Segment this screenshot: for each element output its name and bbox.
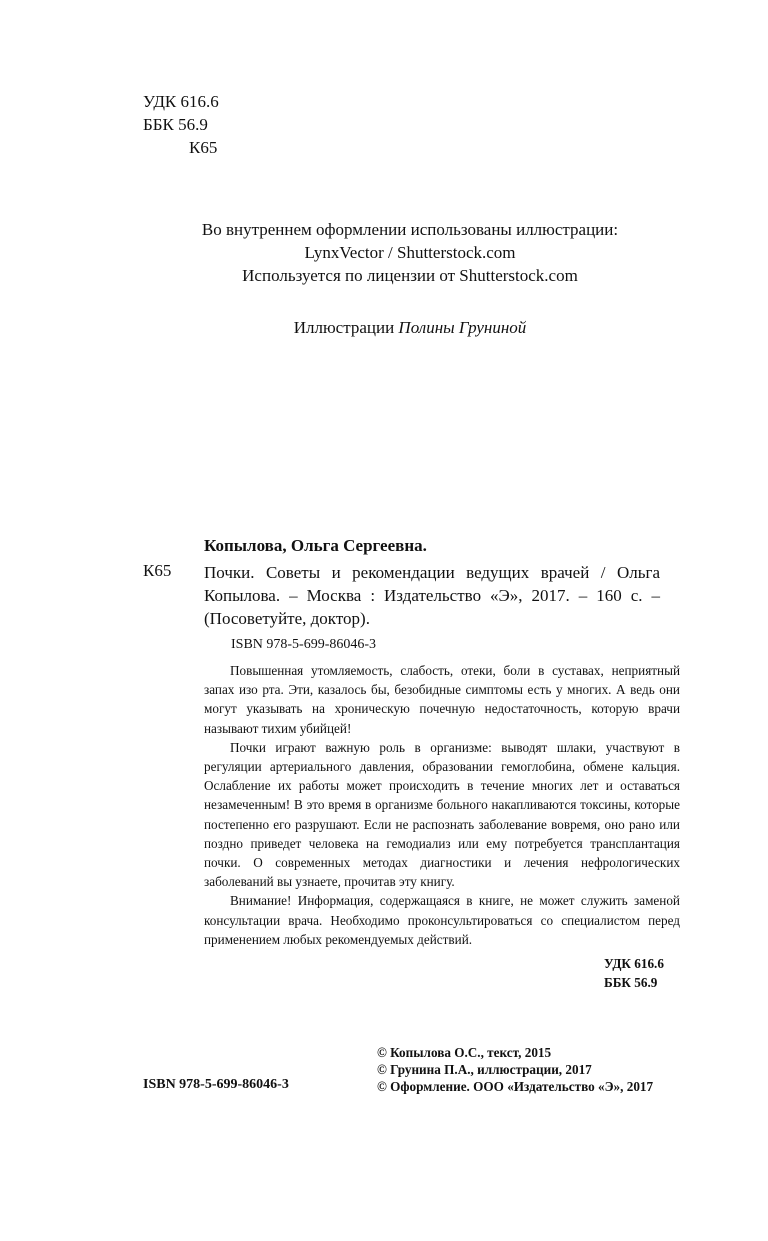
classification-codes [143, 90, 219, 159]
credits-line-2: LynxVector / Shutterstock.com [304, 243, 516, 262]
isbn-bottom: ISBN 978-5-699-86046-3 [143, 1077, 289, 1092]
bbk-code-right: ББК 56.9 [604, 975, 658, 990]
abstract [204, 661, 680, 949]
illustration-credits [0, 218, 768, 287]
udk-code: УДК 616.6 [143, 92, 219, 111]
bibliographic-mark: К65 [143, 561, 172, 580]
copyright-line-3: © Оформление. ООО «Издательство «Э», 2017 [377, 1079, 654, 1094]
isbn-inline: ISBN 978-5-699-86046-3 [231, 637, 377, 652]
author-heading: Копылова, Ольга Сергеевна. [204, 536, 427, 555]
credits-line-3: Используется по лицензии от Shutterstock.com [242, 266, 578, 285]
abstract-paragraph-2: Почки играют важную роль в организме: выводят шлаки, участвуют в регуляции артериального давления, образовании гемоглобина, обмене кальция. Ослабление их работы может происходить в течение многих лет и оставаться незамеченным! В это время в организме больного накапливаются токсины, которые постепенно его разрушают. Если не распознать заболевание вовремя, оно рано или поздно приведет человека на гемодиализ или ему потребуется трансплантация почки. О современных методах диагностики и лечения нефрологических заболеваний вы узнаете, прочитав эту книгу. [204, 739, 680, 890]
abstract-paragraph-3: Внимание! Информация, содержащаяся в книге, не может служить заменой консультации врача. Необходимо проконсультироваться со специалистом перед применением любых рекомендуемых действий. [204, 893, 680, 947]
author-mark: К65 [189, 138, 218, 157]
bibliographic-description: Почки. Советы и рекомендации ведущих врачей / Ольга Копылова. – Москва : Издательство «Э», 2017. – 160 с. – (Посоветуйте, доктор). [204, 563, 660, 628]
illustrator-label: Иллюстрации [293, 318, 395, 337]
abstract-paragraph-1: Повышенная утомляемость, слабость, отеки, боли в суставах, неприятный запах изо рта. Эти, казалось бы, безобидные симптомы есть у многих. А ведь они могут указывать на хроническую почечную недостаточность, которую врачи называют тихим убийцей! [204, 663, 680, 736]
udk-code-right: УДК 616.6 [604, 956, 664, 971]
copyright-line-1: © Копылова О.С., текст, 2015 [377, 1045, 552, 1060]
credits-line-1: Во внутреннем оформлении использованы иллюстрации: [201, 220, 619, 239]
illustrator-name: Полины Груниной [398, 318, 527, 337]
classification-codes-right [604, 954, 664, 992]
copyright-line-2: © Грунина П.А., иллюстрации, 2017 [377, 1062, 592, 1077]
copyright-block [377, 1044, 653, 1095]
illustrator-line [0, 318, 768, 338]
bbk-code: ББК 56.9 [143, 115, 208, 134]
